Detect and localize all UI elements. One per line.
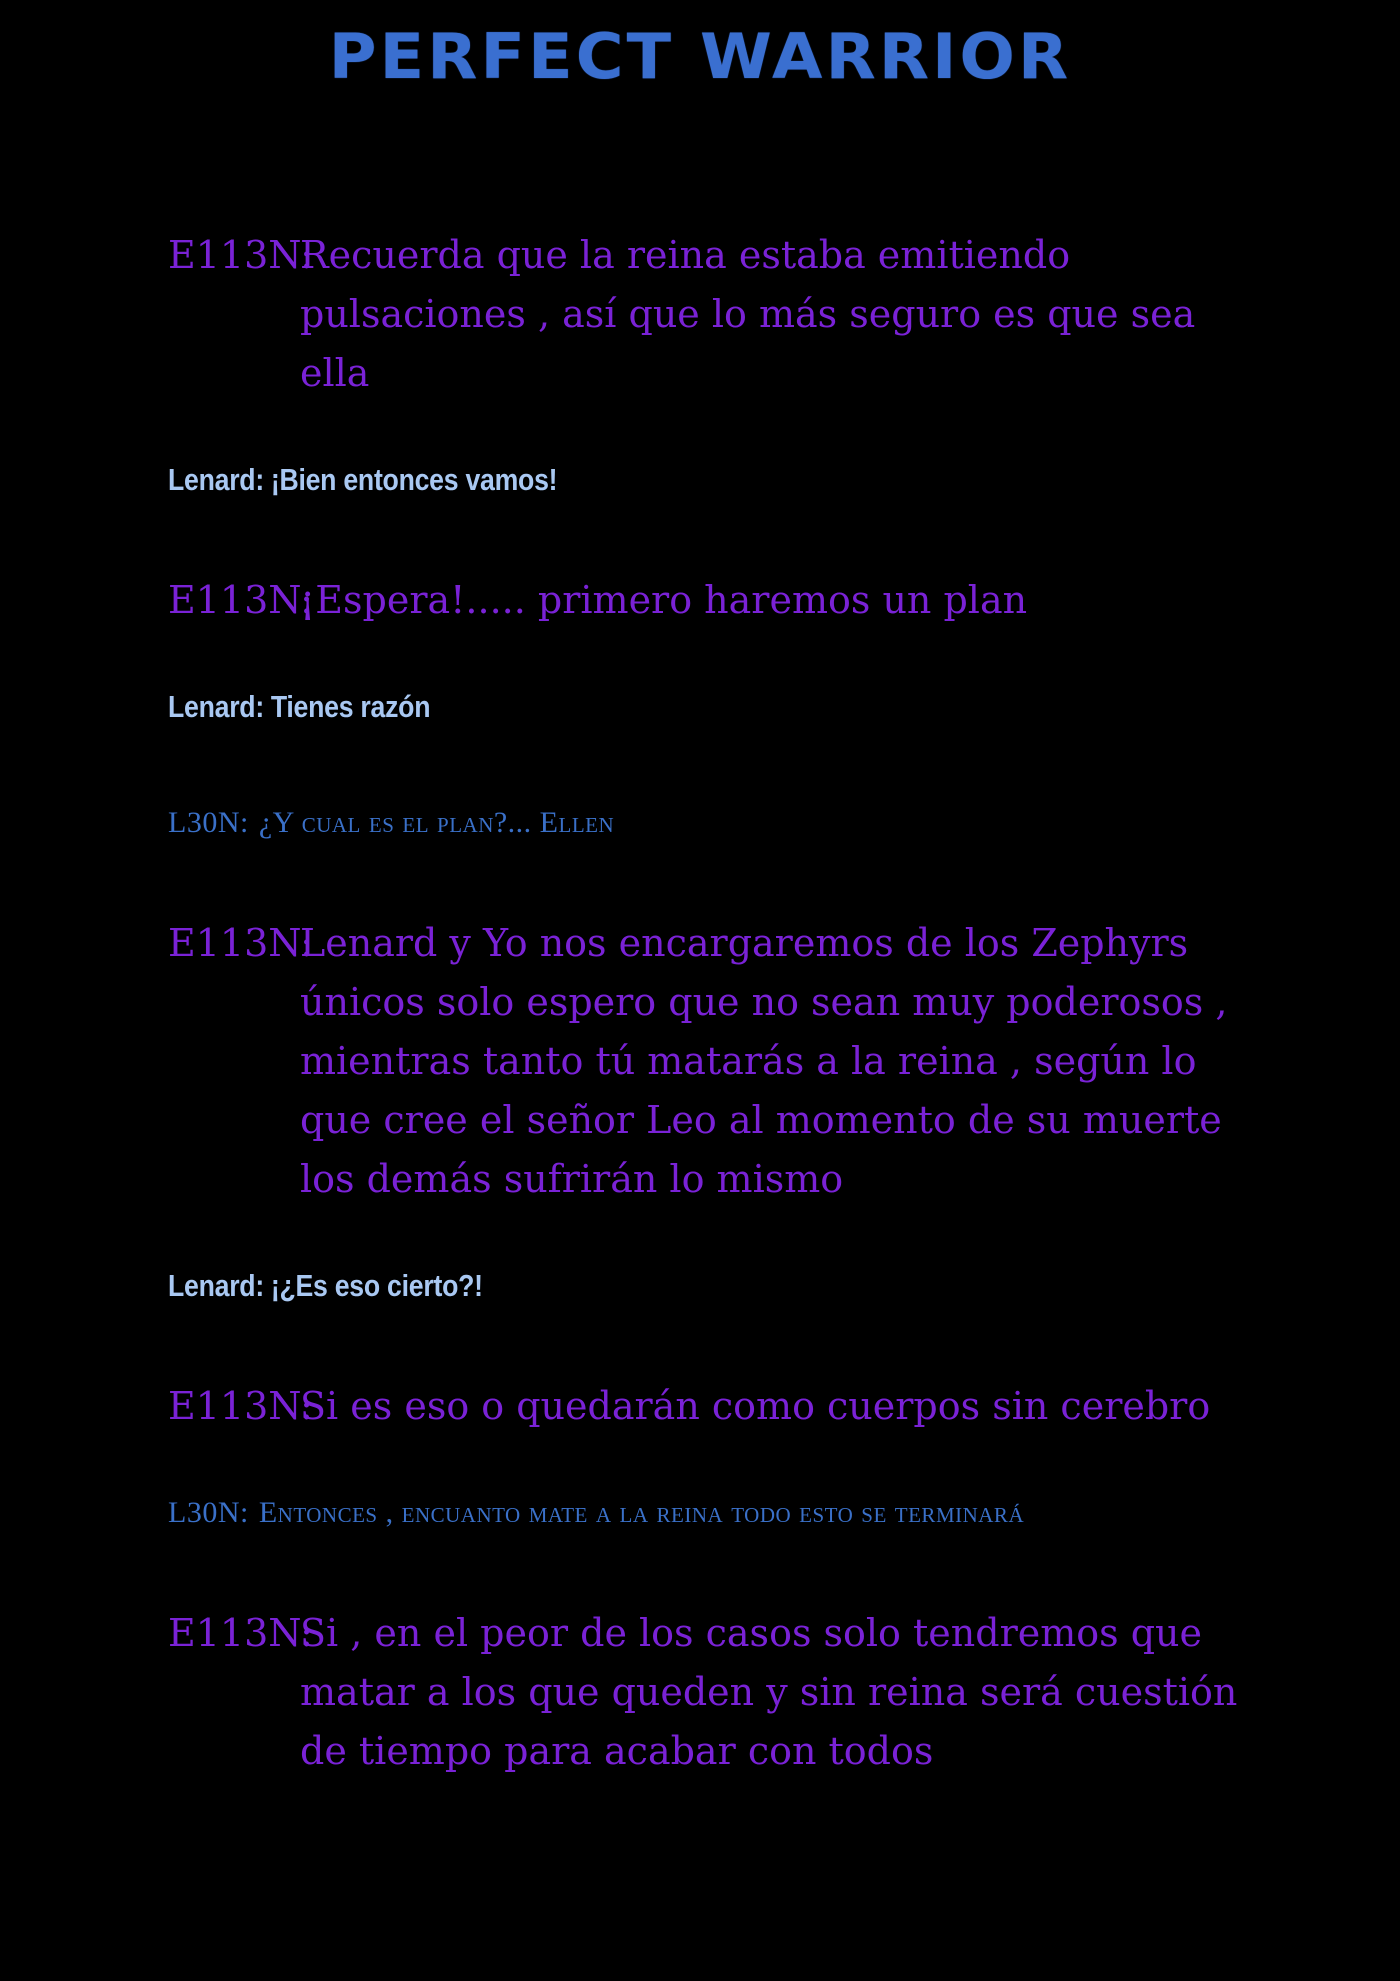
- speech-text: ¡¿Es eso cierto?!: [270, 1268, 483, 1303]
- dialogue-line: [168, 1261, 1114, 1311]
- speech-text: ¡Espera!..... primero haremos un plan: [300, 578, 1028, 622]
- speaker-name: E113N:: [168, 1384, 313, 1428]
- speech-text: ¡Bien entonces vamos!: [270, 462, 558, 497]
- dialogue-line: [168, 798, 1268, 848]
- dialogue-line: [168, 1377, 1268, 1436]
- speaker-name: Lenard:: [168, 1268, 264, 1303]
- speaker-name: L30N:: [168, 1496, 249, 1529]
- speaker-name: Lenard:: [168, 689, 264, 724]
- speech-text: Entonces , encuanto mate a la reina todo esto se terminará: [258, 1496, 1025, 1529]
- speaker-name: E113N:: [168, 233, 313, 277]
- speaker-name: E113N:: [168, 921, 313, 965]
- dialogue-line: [168, 226, 1268, 403]
- speaker-name: E113N:: [168, 578, 313, 622]
- dialogue-line: [168, 571, 1268, 630]
- page-title: PERFECT WARRIOR: [328, 20, 1072, 93]
- dialogue-line: [168, 1604, 1268, 1781]
- dialogue: [168, 226, 1268, 1781]
- speech-text: Lenard y Yo nos encargaremos de los Zephyrs únicos solo espero que no sean muy poderosos , mientras tanto tú matarás a la reina , según lo que cree el señor Leo al momento de su muerte los demás sufrirán lo mismo: [300, 921, 1228, 1201]
- speech-text: Recuerda que la reina estaba emitiendo pulsaciones , así que lo más seguro es que sea ella: [300, 233, 1196, 395]
- speech-text: Si es eso o quedarán como cuerpos sin cerebro: [300, 1384, 1211, 1428]
- dialogue-line: [168, 1488, 1268, 1538]
- speaker-name: Lenard:: [168, 462, 264, 497]
- dialogue-line: [168, 455, 1114, 505]
- dialogue-line: [168, 914, 1268, 1209]
- speech-text: Tienes razón: [270, 689, 431, 724]
- dialogue-line: [168, 682, 1114, 732]
- speaker-name: L30N:: [168, 806, 249, 839]
- speech-text: ¿Y cual es el plan?... Ellen: [258, 806, 615, 839]
- speaker-name: E113N:: [168, 1611, 313, 1655]
- speech-text: Si , en el peor de los casos solo tendremos que matar a los que queden y sin reina será cuestión de tiempo para acabar con todos: [300, 1611, 1238, 1773]
